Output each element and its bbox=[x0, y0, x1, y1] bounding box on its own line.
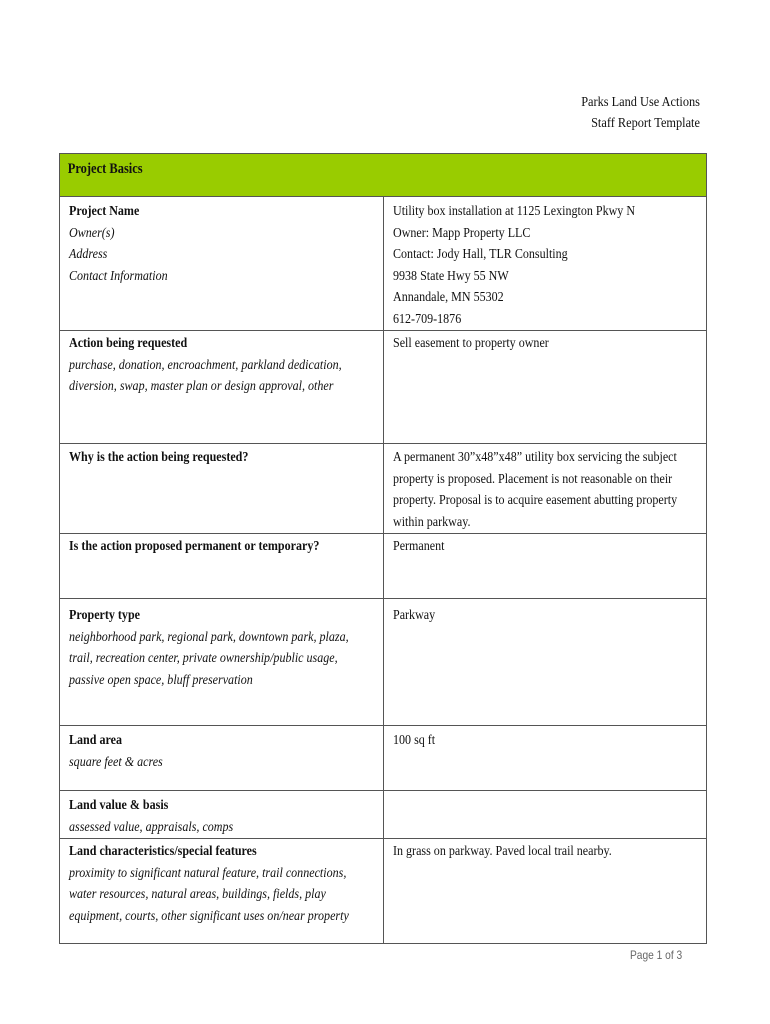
address-sublabel: Address bbox=[69, 247, 108, 262]
row-land-value bbox=[60, 791, 707, 839]
phone-value: 612-709-1876 bbox=[392, 311, 461, 327]
row-why-requested bbox=[60, 444, 707, 534]
why-label: Why is the action being requested? bbox=[69, 450, 249, 465]
property-type-label: Property type bbox=[69, 608, 141, 623]
header-title: Parks Land Use Actions bbox=[581, 95, 700, 110]
contact-sublabel: Contact Information bbox=[69, 268, 168, 284]
row-land-area bbox=[60, 726, 707, 791]
row-project-name bbox=[60, 197, 707, 331]
permanent-value: Permanent bbox=[392, 539, 444, 554]
permanent-label: Is the action proposed permanent or temporary? bbox=[69, 539, 320, 554]
action-label: Action being requested bbox=[69, 336, 188, 351]
land-char-label: Land characteristics/special features bbox=[69, 844, 257, 859]
document-header bbox=[581, 92, 700, 134]
section-banner bbox=[60, 154, 707, 197]
land-area-sublabel: square feet & acres bbox=[69, 754, 163, 770]
action-value: Sell easement to property owner bbox=[392, 336, 549, 351]
owner-value: Owner: Mapp Property LLC bbox=[392, 225, 530, 241]
project-basics-table bbox=[59, 153, 707, 944]
header-subtitle: Staff Report Template bbox=[591, 116, 700, 131]
owner-sublabel: Owner(s) bbox=[69, 225, 115, 241]
action-sublabel: purchase, donation, encroachment, parkland dedication, diversion, swap, master plan or design approval, other bbox=[69, 357, 342, 394]
address-line1-value: 9938 State Hwy 55 NW bbox=[392, 268, 509, 284]
project-name-label: Project Name bbox=[69, 204, 140, 219]
row-land-characteristics bbox=[60, 839, 707, 944]
land-value-label: Land value & basis bbox=[69, 798, 169, 813]
row-property-type bbox=[60, 599, 707, 726]
page-number: Page 1 of 3 bbox=[630, 948, 683, 962]
address-line2-value: Annandale, MN 55302 bbox=[392, 290, 504, 305]
land-char-sublabel: proximity to significant natural feature, trail connections, water resources, natural areas, buildings, fields, play equipment, courts, other significant uses on/near property bbox=[69, 865, 349, 924]
land-area-value: 100 sq ft bbox=[392, 733, 435, 748]
row-action-requested bbox=[60, 331, 707, 444]
contact-value: Contact: Jody Hall, TLR Consulting bbox=[392, 247, 568, 262]
why-value: A permanent 30”x48”x48” utility box servicing the subject property is proposed. Placement is not reasonable on their property. Proposal is to acquire easement abutting property within parkway. bbox=[392, 450, 677, 530]
section-title: Project Basics bbox=[67, 161, 143, 177]
land-area-label: Land area bbox=[69, 733, 122, 748]
land-char-value: In grass on parkway. Paved local trail nearby. bbox=[392, 844, 612, 859]
project-name-value: Utility box installation at 1125 Lexington Pkwy N bbox=[392, 204, 635, 219]
land-value-sublabel: assessed value, appraisals, comps bbox=[69, 819, 234, 835]
property-type-sublabel: neighborhood park, regional park, downtown park, plaza, trail, recreation center, private ownership/public usage, passive open space, bluff preservation bbox=[69, 629, 349, 688]
property-type-value: Parkway bbox=[392, 608, 435, 623]
row-permanent bbox=[60, 534, 707, 599]
